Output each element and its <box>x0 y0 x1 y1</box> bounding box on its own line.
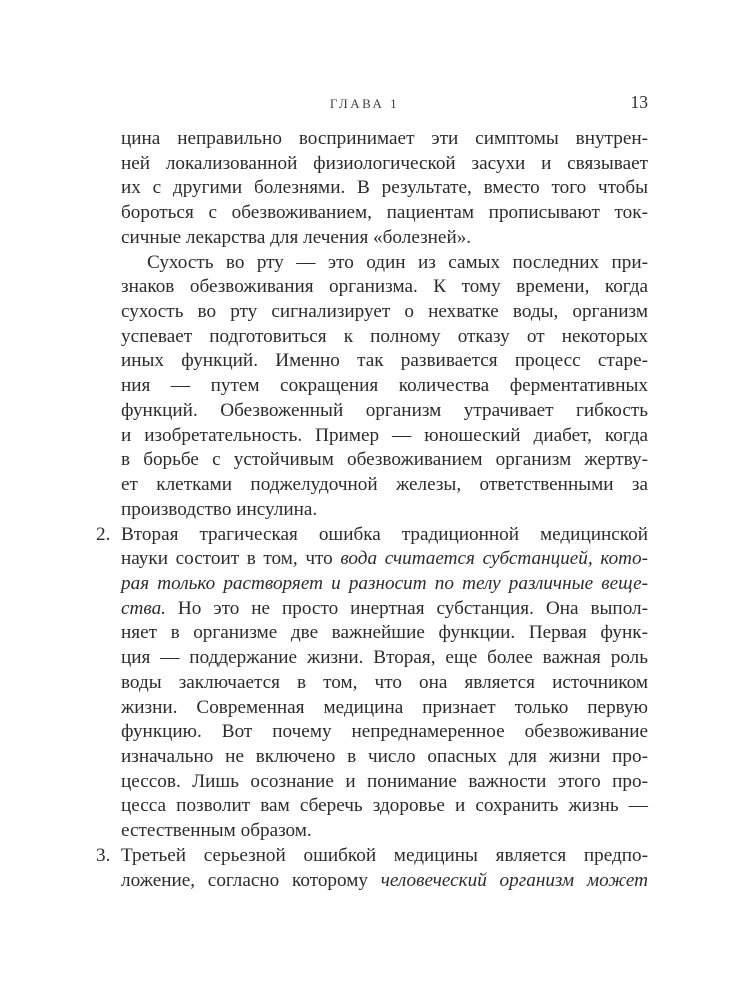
list-item <box>96 523 648 844</box>
text-line <box>121 646 648 671</box>
text-line <box>121 696 648 721</box>
body-text: бороться с обезвоживанием, пациентам прописывают ток- <box>121 202 648 224</box>
body-text: сухость во рту сигнализирует о нехватке воды, организм <box>121 301 648 323</box>
paragraph <box>121 251 648 523</box>
body-text: ложение, согласно которому <box>121 869 381 891</box>
text-line <box>121 300 648 325</box>
list-item <box>96 844 648 893</box>
text-line <box>121 770 648 795</box>
list-item-number: 3. <box>96 844 111 866</box>
body-text: естественным образом. <box>121 820 312 842</box>
paragraph <box>121 127 648 251</box>
body-text: жизни. Современная медицина признает только первую <box>121 696 648 718</box>
page-number: 13 <box>630 92 648 112</box>
text-line <box>121 844 648 869</box>
body-text: изначально не включено в число опасных для жизни про- <box>121 745 648 767</box>
text-line <box>121 621 648 646</box>
text-line <box>121 152 648 177</box>
italic-text: человеческий организм может <box>380 869 648 891</box>
text-line <box>121 473 648 498</box>
body-text: успевает подготовиться к полному отказу от некоторых <box>121 325 648 347</box>
text-line <box>121 869 648 894</box>
italic-text: вода считается субстанцией, кото- <box>340 548 648 570</box>
text-line <box>121 523 648 548</box>
text-line <box>121 424 648 449</box>
body-text: производство инсулина. <box>121 498 318 520</box>
body-text: и изобретательность. Пример — юношеский диабет, когда <box>121 424 648 446</box>
italic-text: ства. <box>121 597 166 619</box>
body-text: Но это не просто инертная субстанция. Она выпол- <box>165 597 648 619</box>
body-text: Вторая трагическая ошибка традиционной медицинской <box>121 523 648 545</box>
body-text: сичные лекарства для лечения «болезней». <box>121 226 472 248</box>
body-text: ней локализованной физиологической засухи и связывает <box>121 152 648 174</box>
body-text: няет в организме две важнейшие функции. Первая функ- <box>121 622 648 644</box>
italic-text: рая только растворяет и разносит по телу различные веще- <box>121 572 648 594</box>
body-text: ет клетками поджелудочной железы, ответственными за <box>121 474 648 496</box>
text-line <box>121 226 648 251</box>
list-item-number: 2. <box>96 523 111 545</box>
text-line <box>121 325 648 350</box>
body-text: цина неправильно воспринимает эти симптомы внутрен- <box>121 128 648 149</box>
text-line <box>121 201 648 226</box>
body-text: иных функций. Именно так развивается процесс старе- <box>121 350 648 372</box>
body-text: ния — путем сокращения количества ферментативных <box>121 375 648 397</box>
body-text: Третьей серьезной ошибкой медицины является предпо- <box>121 844 648 866</box>
text-line <box>121 720 648 745</box>
text-line <box>121 176 648 201</box>
chapter-title: ГЛАВА 1 <box>329 96 400 111</box>
body-text: знаков обезвоживания организма. К тому времени, когда <box>121 276 648 298</box>
text-line <box>121 498 648 523</box>
running-head <box>121 92 648 114</box>
text-line <box>121 251 648 276</box>
text-line <box>121 547 648 572</box>
text-line <box>121 794 648 819</box>
body-text: функцию. Вот почему непреднамеренное обезвоживание <box>121 721 648 743</box>
body-text: воды заключается в том, что она является источником <box>121 671 648 693</box>
text-line <box>121 399 648 424</box>
page-text <box>96 127 648 893</box>
body-text: функций. Обезвоженный организм утрачивает гибкость <box>121 399 648 421</box>
body-text: науки состоит в том, что <box>121 548 341 570</box>
body-text: их с другими болезнями. В результате, вместо того чтобы <box>121 177 648 199</box>
text-line <box>121 572 648 597</box>
text-line <box>121 819 648 844</box>
body-text: цесса позволит вам сберечь здоровье и сохранить жизнь — <box>121 795 648 817</box>
text-line <box>121 745 648 770</box>
text-line <box>121 127 648 152</box>
body-text: Сухость во рту — это один из самых последних при- <box>147 251 648 273</box>
body-text: в борьбе с устойчивым обезвоживанием организм жертву- <box>121 449 648 471</box>
text-line <box>121 349 648 374</box>
body-text: цессов. Лишь осознание и понимание важности этого про- <box>121 770 648 792</box>
body-text: ция — поддержание жизни. Вторая, еще более важная роль <box>121 647 648 669</box>
text-line <box>121 374 648 399</box>
text-line <box>121 671 648 696</box>
text-line <box>121 597 648 622</box>
text-line <box>121 275 648 300</box>
text-line <box>121 448 648 473</box>
